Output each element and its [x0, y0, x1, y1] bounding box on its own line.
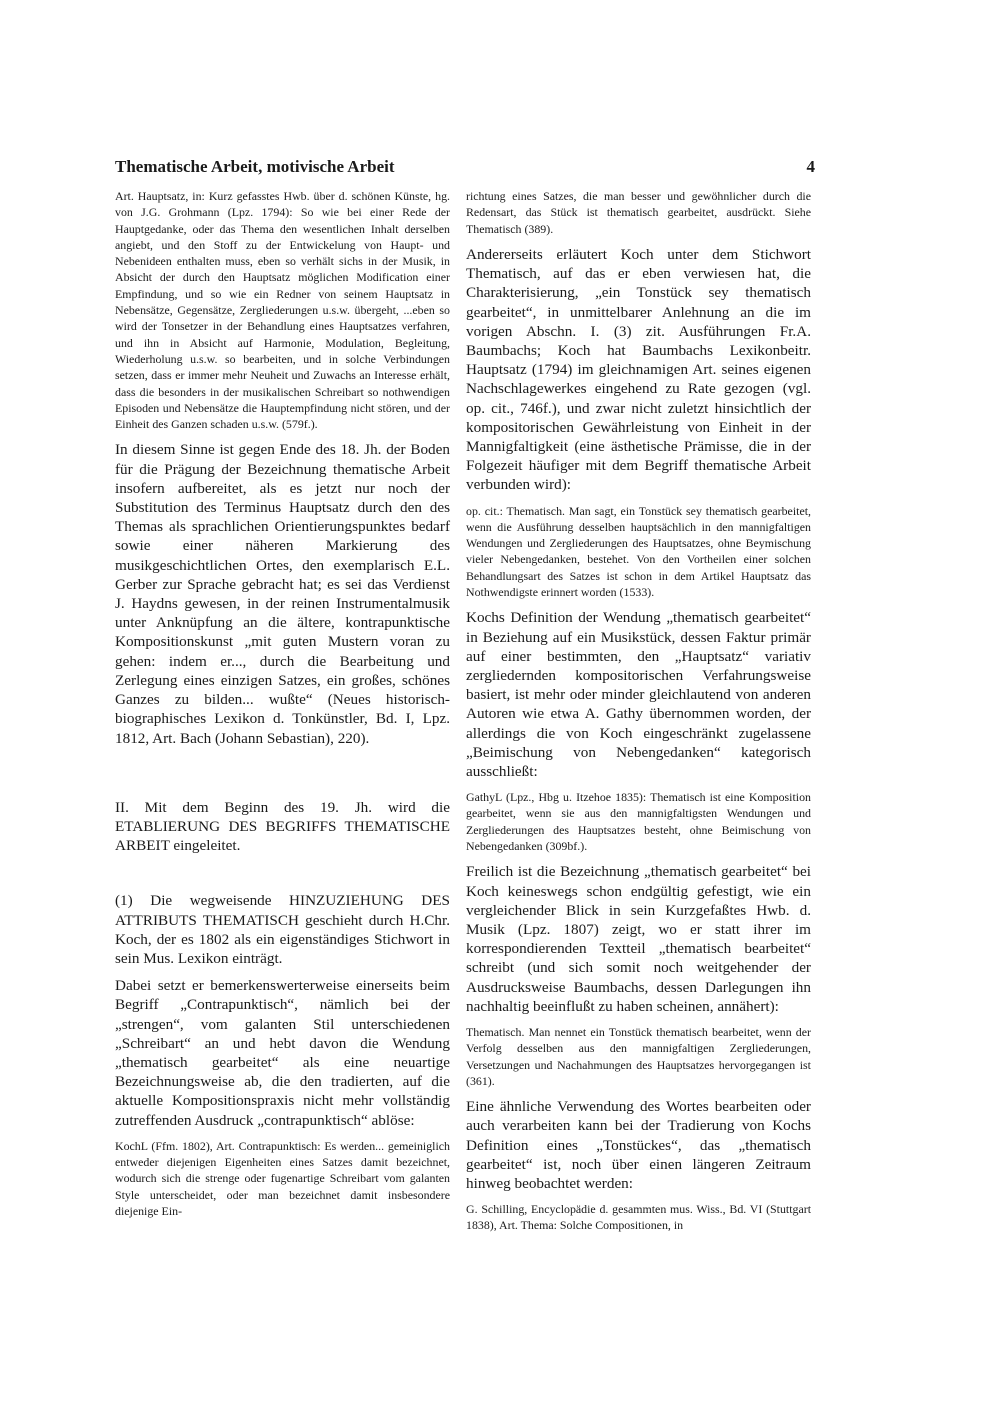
paragraph-verwendung: Eine ähnliche Verwendung des Wortes bearbeiten oder auch verarbeiten kann bei der Tradierung von Kochs Definition eines „Tonstückes“, das „thematisch gearbeitet“ ist, noch über einen längeren Zeitraum hinweg beobachtet werden:	[466, 1098, 811, 1192]
right-column	[466, 188, 811, 1242]
quote-koch-contrapunktisch: KochL (Ffm. 1802), Art. Contrapunktisch: Es werden... gemeiniglich entweder diejenigen Eigenheiten eines Satzes damit bezeichnet, wodurch sich die strenge oder fugenartige Schreibart vom galanten Style unterscheidet, oder man bezeichnet damit insbesondere diejenige Ein-	[115, 1138, 450, 1218]
quote-gathy: GathyL (Lpz., Hbg u. Itzehoe 1835): Thematisch ist eine Komposition gearbeitet, wenn sie aus den mannigfaltigsten Wendungen und Zergliederungen des Hauptsatzes besteht, ohne Beimischung von Nebengedanken (309bf.).	[466, 790, 811, 854]
running-header	[115, 157, 815, 177]
left-column	[115, 188, 450, 1227]
paragraph-substitution: In diesem Sinne ist gegen Ende des 18. Jh. der Boden für die Prägung der Bezeichnung thematische Arbeit insofern aufbereitet, als es jetzt nur noch der Substitution des Terminus Hauptsatz durch den des Themas als sprachlichen Orientierungspunktes bedarf sowie einer näheren Markierung des musikgeschichtlichen Ortes, den exemplarisch E.L. Gerber zur Sprache gebracht hat; es sei das Verdienst J. Haydns gewesen, in der reinen Instrumentalmusik unter Anknüpfung an die ältere, kontrapunktische Kompositionskunst „mit guten Mustern voran zu gehen: indem er..., durch die Bearbeitung und Zerlegung eines einzigen Satzes, ein großes, schönes Ganzes zu bilden... wußte“ (Neues historisch-biographisches Lexikon d. Tonkünstler, Bd. I, Lpz. 1812, Art. Bach (Johann Sebastian), 220).	[115, 441, 450, 747]
quote-thematisch-1807: Thematisch. Man nennet ein Tonstück thematisch bearbeitet, wenn der Verfolg desselben aus den mannigfaltigen Zergliederungen, Versetzungen und Nachahmungen des Hauptsatzes hervorgegangen ist (361).	[466, 1024, 811, 1088]
quote-grohmann: Art. Hauptsatz, in: Kurz gefasstes Hwb. über d. schönen Künste, hg. von J.G. Grohmann (Lpz. 1794): So wie bei einer Rede der Hauptgedanke, oder das Thema den wesentlichen Inhalt derselben angiebt, und den Stoff zu der Entwickelung von Haupt- und Nebenideen enthalten muss, eben so verhält sichs in der Musik, in Absicht der durch den Hauptsatz möglichen Modification einer Empfindung, und so wie ein Redner von seinem Hauptsatz in Nebensätze, Gegensätze, Zergliederungen u.s.w. übergeht, ...eben so wird der Tonsetzer in der Behandlung eines Hauptsatzes verfahren, und ihn in Absicht auf Harmonie, Modulation, Begleitung, Wiederholung u.s.w. so bearbeiten, und in solche Verbindungen setzen, dass er immer mehr Neuheit und Zuwachs an Interesse erhält, dass die besonders in der musikalischen Schreibart so nothwendigen Episoden und Nebensätze die Hauptempfindung nicht stören, und der Einheit des Ganzen schaden u.s.w. (579f.).	[115, 189, 450, 432]
paragraph-koch: Dabei setzt er bemerkenswerterweise einerseits beim Begriff „Contrapunktisch“, nämlich bei der „strengen“, vom galanten Stil unterschiedenen „Schreibart“ an und hebt davon die Wendung „thematisch gearbeitet“ als eine neuartige Bezeichnungsweise ab, die den tradierten, auf die aktuelle Kompositionspraxis nicht mehr vollständig zutreffenden Ausdruck „contrapunktisch“ ablöse:	[115, 977, 450, 1129]
spacer	[115, 863, 450, 891]
paragraph-thematisch: Andererseits erläutert Koch unter dem Stichwort Thematisch, auf das er eben verwiesen hat, die Charakterisierung, „ein Tonstück sey thematisch gearbeitet“, in unmittelbarer Anlehnung an die im vorigen Abschn. I. (3) zit. Ausführungen Fr.A. Baumbachs; Koch hat Baumbachs Lexikonbeitr. Hauptsatz (1794) im gleichnamigen Art. seines eigenen Nachschlagewerkes eingehend zu Rate gezogen (vgl. op. cit., 746f.), und zwar nicht zuletzt hinsichtlich der kompositorischen Gewährleistung von Einheit in der Mannigfaltigkeit (eine ästhetische Prämisse, die in der Folgezeit häufiger mit dem Begriff thematische Arbeit verbunden wird):	[466, 245, 811, 494]
page-title: Thematische Arbeit, motivische Arbeit	[115, 157, 395, 176]
page-number: 4	[806, 157, 815, 176]
spacer	[115, 756, 450, 798]
section-heading-ii: II. Mit dem Beginn des 19. Jh. wird die ETABLIERUNG DES BEGRIFFS THEMATISCHE ARBEIT eingeleitet.	[115, 798, 450, 855]
quote-op-cit: op. cit.: Thematisch. Man sagt, ein Tonstück sey thematisch gearbeitet, wenn die Ausführung desselben hauptsächlich in den mannigfaltigen Wendungen und Zergliederungen des Hauptsatzes, ohne Beymischung vieler Nebengedanken, bestehet. Von den Vortheilen einer solchen Behandlungsart des Satzes ist schon in dem Artikel Hauptsatz das Nothwendigste erinnert worden (1533).	[466, 503, 811, 600]
subsection-1: (1) Die wegweisende HINZUZIEHUNG DES ATTRIBUTS THEMATISCH geschieht durch H.Chr. Koch, der es 1802 als ein eigenständiges Stichwort in sein Mus. Lexikon einträgt.	[115, 892, 450, 967]
quote-continuation: richtung eines Satzes, die man besser und gewöhnlicher durch die Redensart, das Stück ist thematisch gearbeitet, ausdrückt. Siehe Thematisch (389).	[466, 189, 811, 236]
paragraph-kochs-definition: Kochs Definition der Wendung „thematisch gearbeitet“ in Beziehung auf ein Musikstück, dessen Faktur primär auf einer bestimmten, den „Hauptsatz“ variativ zergliedernden kompositorischen Verfahrungsweise basiert, ist mehr oder minder gleichlautend von anderen Autoren wie etwa A. Gathy übernommen worden, der allerdings die von Koch eingeschränkt zugelassene „Beimischung von Nebengedanken“ kategorisch ausschließt:	[466, 609, 811, 780]
paragraph-freilich: Freilich ist die Bezeichnung „thematisch gearbeitet“ bei Koch keineswegs schon endgültig gefestigt, wie ein vergleichender Blick in sein Kurzgefaßtes Hwb. d. Musik (Lpz. 1807) zeigt, wo er statt ihrer im korrespondierenden Textteil „thematisch bearbeitet“ schreibt (und sich somit noch weitgehender der Ausdrucksweise Baumbachs, dessen Darlegungen ihn nachhaltig beeinflußt zu haben scheinen, annähert):	[466, 863, 811, 1015]
quote-schilling: G. Schilling, Encyclopädie d. gesammten mus. Wiss., Bd. VI (Stuttgart 1838), Art. Thema: Solche Compositionen, in	[466, 1202, 811, 1233]
